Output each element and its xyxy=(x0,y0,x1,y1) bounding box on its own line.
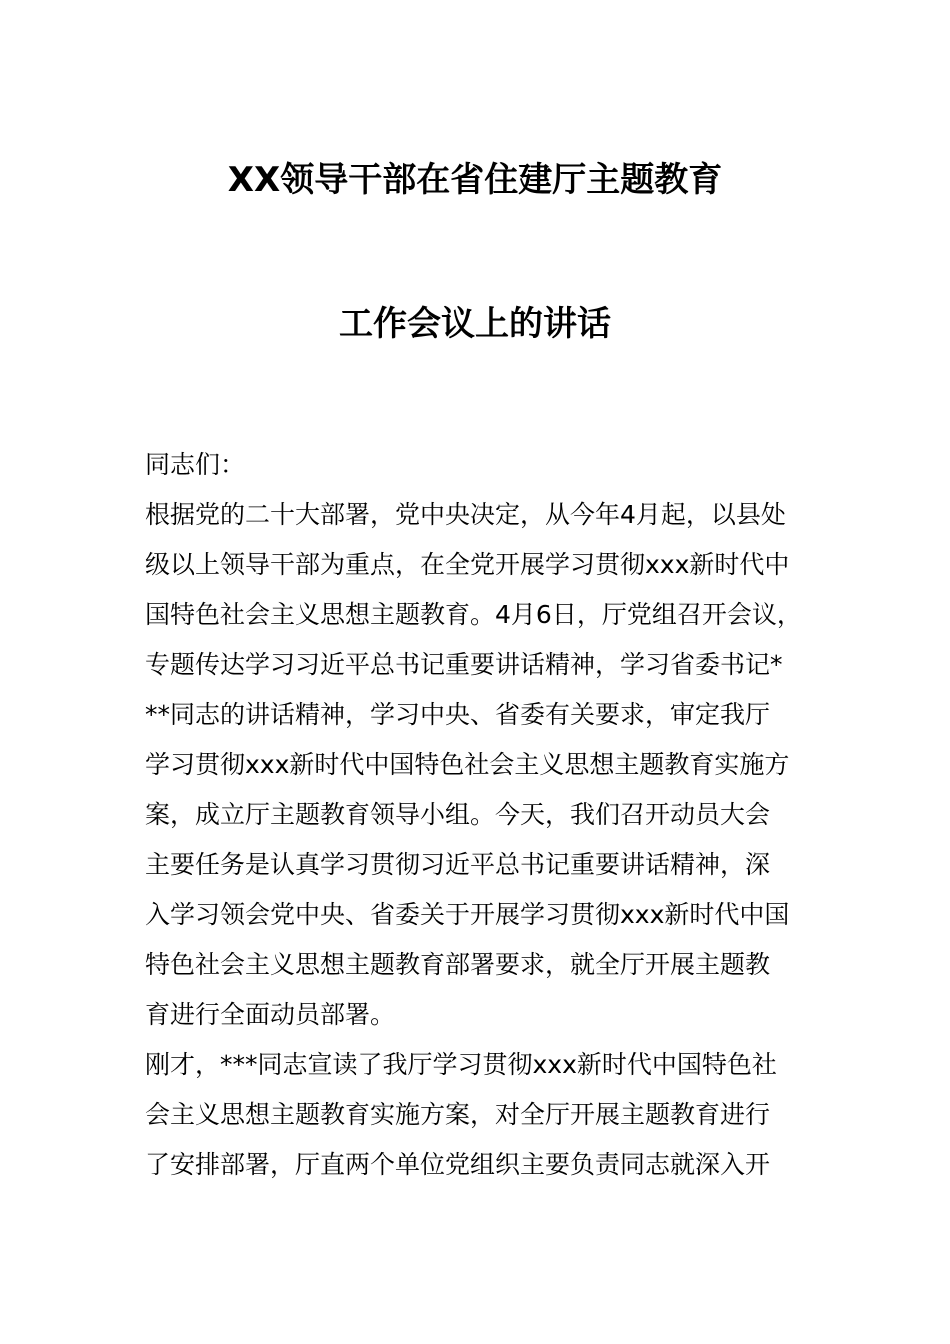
body-line: 育进行全面动员部署。 xyxy=(145,1000,396,1029)
body-line: 学习贯彻xxx新时代中国特色社会主义思想主题教育实施方 xyxy=(145,750,790,779)
body-line: 刚才，***同志宣读了我厅学习贯彻xxx新时代中国特色社 xyxy=(145,1050,777,1079)
title-line-1: XX领导干部在省住建厅主题教育 xyxy=(227,160,723,200)
body-line: 根据党的二十大部署，党中央决定，从今年4月起，以县处 xyxy=(145,500,786,529)
salutation: 同志们： xyxy=(145,450,246,479)
body-line: 特色社会主义思想主题教育部署要求，就全厅开展主题教 xyxy=(145,950,771,979)
body-line: 专题传达学习习近平总书记重要讲话精神，学习省委书记* xyxy=(145,650,783,679)
document-body xyxy=(145,440,835,1190)
body-line: 了安排部署，厅直两个单位党组织主要负责同志就深入开 xyxy=(145,1150,771,1179)
body-line: 主要任务是认真学习贯彻习近平总书记重要讲话精神，深 xyxy=(145,850,771,879)
body-line: 国特色社会主义思想主题教育。4月6日，厅党组召开会议， xyxy=(145,600,802,629)
body-line: 级以上领导干部为重点，在全党开展学习贯彻xxx新时代中 xyxy=(145,550,790,579)
title-line-2: 工作会议上的讲话 xyxy=(339,304,611,344)
body-line: **同志的讲话精神，学习中央、省委有关要求，审定我厅 xyxy=(145,700,771,729)
body-line: 会主义思想主题教育实施方案，对全厅开展主题教育进行 xyxy=(145,1100,771,1129)
body-line: 案，成立厅主题教育领导小组。今天，我们召开动员大会 xyxy=(145,800,771,829)
body-line: 入学习领会党中央、省委关于开展学习贯彻xxx新时代中国 xyxy=(145,900,790,929)
